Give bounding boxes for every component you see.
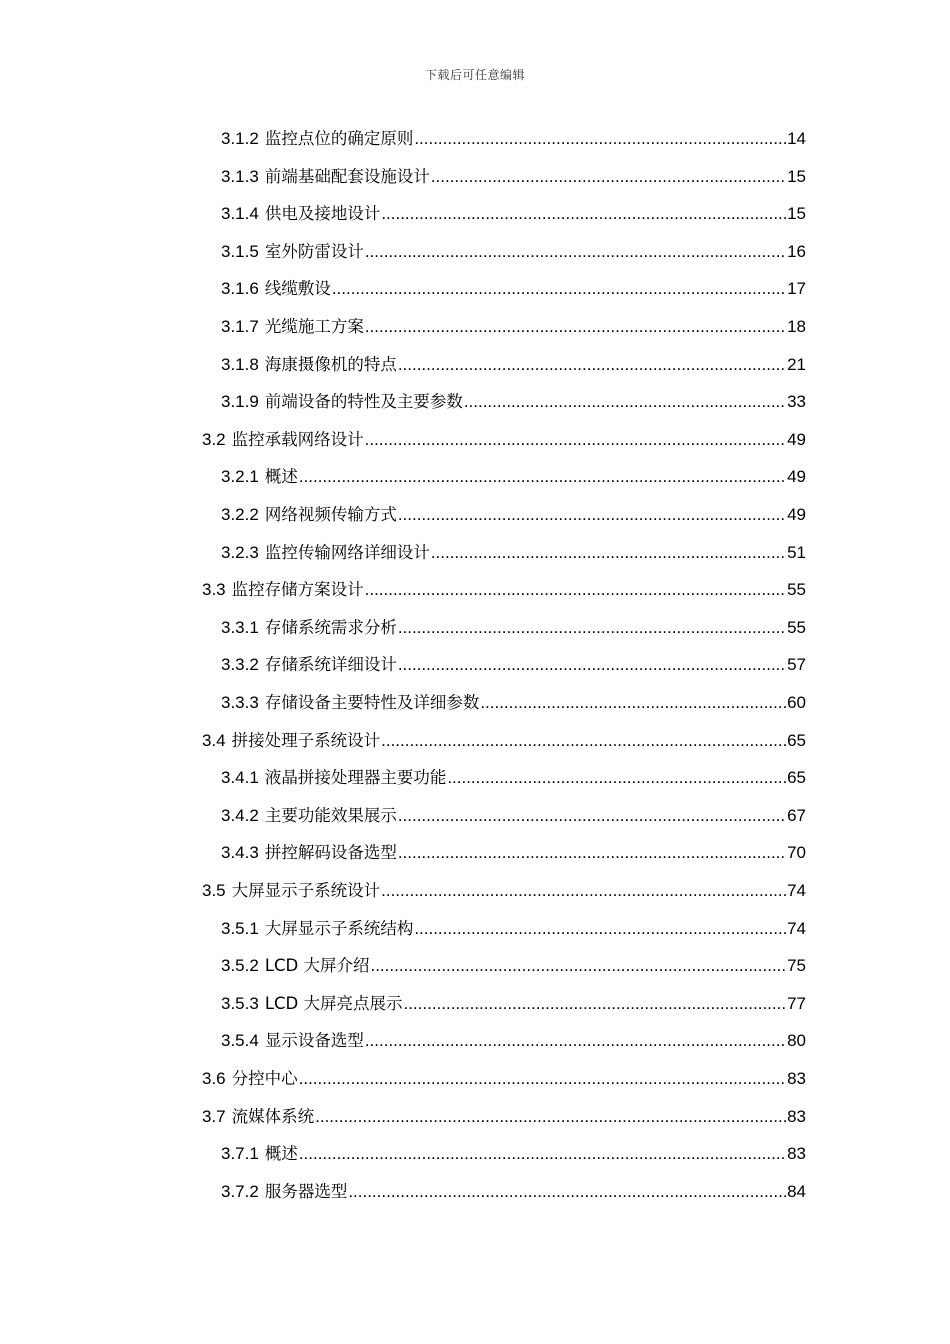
toc-entry-page-number: 15 <box>787 166 806 186</box>
toc-entry-title: 流媒体系统 <box>231 1106 315 1126</box>
toc-entry-number: 3.3.2 <box>221 655 259 675</box>
toc-entry[interactable] <box>221 1135 806 1173</box>
toc-entry-title: 监控点位的确定原则 <box>264 129 414 148</box>
toc-entry-number: 3.2.1 <box>221 467 259 487</box>
toc-entry-page-number: 16 <box>787 241 806 261</box>
toc-entry-page-number: 17 <box>787 279 806 299</box>
toc-entry-number: 3.2.2 <box>221 505 259 524</box>
toc-dot-leader <box>447 759 786 797</box>
toc-entry-page-number: 83 <box>787 1069 806 1088</box>
toc-entry-number: 3.5 <box>202 881 226 900</box>
toc-entry-number: 3.1.5 <box>221 241 259 261</box>
toc-dot-leader <box>431 534 786 572</box>
toc-dot-leader <box>431 158 786 196</box>
toc-entry[interactable] <box>221 985 806 1023</box>
toc-entry-number: 3.4.1 <box>221 768 259 788</box>
toc-entry-title: 网络视频传输方式 <box>264 505 397 524</box>
toc-entry[interactable] <box>202 1098 806 1136</box>
toc-entry-number: 3.2.3 <box>221 542 259 562</box>
toc-entry-title: 概述 <box>264 1144 298 1164</box>
toc-entry-page-number: 55 <box>787 617 806 637</box>
toc-entry[interactable] <box>221 684 806 722</box>
toc-entry[interactable] <box>221 759 806 797</box>
toc-entry-title: 显示设备选型 <box>264 1031 364 1051</box>
toc-entry[interactable] <box>202 421 806 459</box>
toc-dot-leader <box>348 1173 786 1211</box>
toc-dot-leader <box>365 233 786 271</box>
toc-entry-page-number: 83 <box>787 1106 806 1126</box>
toc-entry[interactable] <box>221 195 806 233</box>
toc-entry[interactable] <box>221 947 806 985</box>
toc-entry-number: 3.3 <box>202 580 226 600</box>
toc-entry[interactable] <box>221 910 806 948</box>
toc-entry-number: 3.1.9 <box>221 392 259 412</box>
toc-entry-title: 存储设备主要特性及详细参数 <box>264 693 480 712</box>
toc-entry-number: 3.5.2 <box>221 956 259 976</box>
toc-entry-page-number: 51 <box>787 542 806 562</box>
toc-entry[interactable] <box>202 1060 806 1098</box>
toc-dot-leader <box>365 571 786 609</box>
toc-entry-page-number: 70 <box>787 843 806 863</box>
toc-entry-number: 3.5.3 <box>221 993 259 1013</box>
toc-entry-title: 线缆敷设 <box>264 279 331 299</box>
toc-entry-title: 概述 <box>264 467 298 487</box>
toc-entry-number: 3.2 <box>202 429 226 449</box>
toc-entry-number: 3.5.1 <box>221 918 259 938</box>
toc-entry-number: 3.7.2 <box>221 1181 259 1201</box>
toc-dot-leader <box>315 1098 786 1136</box>
toc-entry-number: 3.1.8 <box>221 354 259 374</box>
toc-entry-title: 分控中心 <box>231 1069 298 1088</box>
toc-entry-page-number: 18 <box>787 317 806 336</box>
toc-dot-leader <box>381 722 786 760</box>
toc-entry-page-number: 49 <box>787 467 806 487</box>
toc-entry-number: 3.1.3 <box>221 166 259 186</box>
toc-entry-title: 监控存储方案设计 <box>231 580 364 600</box>
toc-entry[interactable] <box>221 646 806 684</box>
toc-entry-page-number: 49 <box>787 429 806 449</box>
toc-entry-number: 3.5.4 <box>221 1031 259 1051</box>
toc-dot-leader <box>398 609 786 647</box>
toc-dot-leader <box>299 458 786 496</box>
toc-entry-page-number: 14 <box>787 129 806 148</box>
toc-entry-title: 存储系统详细设计 <box>264 655 397 675</box>
toc-entry-title: 前端基础配套设施设计 <box>264 166 430 186</box>
toc-entry[interactable] <box>221 1022 806 1060</box>
toc-entry-number: 3.1.7 <box>221 317 259 336</box>
page-header: 下载后可任意编辑 <box>424 68 525 82</box>
toc-dot-leader <box>332 270 786 308</box>
toc-entry-title: 大屏显示子系统设计 <box>231 881 381 900</box>
toc-entry-title: 主要功能效果展示 <box>264 805 397 825</box>
toc-dot-leader <box>398 646 786 684</box>
toc-entry-page-number: 49 <box>787 505 806 524</box>
toc-entry-number: 3.7 <box>202 1106 226 1126</box>
toc-entry[interactable] <box>221 120 806 158</box>
toc-entry-page-number: 15 <box>787 204 806 224</box>
toc-entry-title: 拼接处理子系统设计 <box>231 730 381 750</box>
toc-entry[interactable] <box>221 383 806 421</box>
toc-entry[interactable] <box>221 308 806 346</box>
toc-dot-leader <box>381 195 786 233</box>
toc-dot-leader <box>480 684 786 722</box>
toc-entry-page-number: 57 <box>787 655 806 675</box>
toc-entry-page-number: 84 <box>787 1181 806 1201</box>
toc-entry-page-number: 55 <box>787 580 806 600</box>
toc-entry-number: 3.4.3 <box>221 843 259 863</box>
toc-entry[interactable] <box>221 496 806 534</box>
toc-dot-leader <box>370 947 786 985</box>
toc-entry[interactable] <box>221 609 806 647</box>
toc-entry-number: 3.3.1 <box>221 617 259 637</box>
toc-entry-title: 前端设备的特性及主要参数 <box>264 392 463 412</box>
toc-entry-title: 监控传输网络详细设计 <box>264 542 430 562</box>
toc-entry-number: 3.1.6 <box>221 279 259 299</box>
toc-entry-title: 存储系统需求分析 <box>264 617 397 637</box>
toc-entry-number: 3.3.3 <box>221 693 259 712</box>
toc-dot-leader <box>403 985 786 1023</box>
toc-dot-leader <box>398 797 786 835</box>
toc-entry-number: 3.4.2 <box>221 805 259 825</box>
toc-entry-title: 海康摄像机的特点 <box>264 354 397 374</box>
toc-entry-page-number: 33 <box>787 392 806 412</box>
toc-entry-page-number: 80 <box>787 1031 806 1051</box>
toc-entry-title: 液晶拼接处理器主要功能 <box>264 768 447 788</box>
toc-dot-leader <box>398 834 786 872</box>
toc-entry[interactable] <box>221 158 806 196</box>
toc-entry[interactable] <box>202 872 806 910</box>
toc-entry-page-number: 83 <box>787 1144 806 1164</box>
toc-entry[interactable] <box>221 346 806 384</box>
toc-dot-leader <box>299 1135 786 1173</box>
toc-entry-title: LCD 大屏介绍 <box>264 956 370 976</box>
toc-entry[interactable] <box>221 270 806 308</box>
toc-dot-leader <box>414 910 786 948</box>
toc-entry[interactable] <box>202 722 806 760</box>
toc-entry-page-number: 67 <box>787 805 806 825</box>
toc-entry[interactable] <box>221 797 806 835</box>
toc-entry-page-number: 65 <box>787 768 806 788</box>
toc-entry-title: LCD 大屏亮点展示 <box>264 993 403 1013</box>
toc-entry[interactable] <box>221 458 806 496</box>
toc-entry-page-number: 74 <box>787 881 806 900</box>
toc-entry-title: 供电及接地设计 <box>264 204 381 224</box>
toc-dot-leader <box>398 496 786 534</box>
toc-entry-title: 拼控解码设备选型 <box>264 843 397 863</box>
toc-dot-leader <box>398 346 786 384</box>
toc-entry-page-number: 75 <box>787 956 806 976</box>
toc-entry[interactable] <box>202 571 806 609</box>
toc-entry[interactable] <box>221 834 806 872</box>
toc-entry[interactable] <box>221 534 806 572</box>
toc-dot-leader <box>365 421 786 459</box>
toc-dot-leader <box>381 872 786 910</box>
toc-entry-number: 3.1.2 <box>221 129 259 148</box>
toc-dot-leader <box>464 383 786 421</box>
toc-entry-page-number: 60 <box>787 693 806 712</box>
toc-entry[interactable] <box>221 1173 806 1211</box>
toc-entry-number: 3.6 <box>202 1069 226 1088</box>
toc-entry-number: 3.4 <box>202 730 226 750</box>
toc-entry-page-number: 65 <box>787 730 806 750</box>
toc-entry-page-number: 77 <box>787 993 806 1013</box>
toc-entry-title: 大屏显示子系统结构 <box>264 918 414 938</box>
toc-entry-title: 监控承载网络设计 <box>231 429 364 449</box>
toc-entry[interactable] <box>221 233 806 271</box>
toc-entry-title: 服务器选型 <box>264 1181 348 1201</box>
toc-dot-leader <box>365 1022 786 1060</box>
toc-entry-title: 光缆施工方案 <box>264 317 364 336</box>
toc-dot-leader <box>299 1060 786 1098</box>
toc-entry-number: 3.7.1 <box>221 1144 259 1164</box>
toc-entry-title: 室外防雷设计 <box>264 241 364 261</box>
toc-dot-leader <box>414 120 786 158</box>
toc-entry-page-number: 21 <box>787 354 806 374</box>
toc-dot-leader <box>365 308 786 346</box>
toc-entry-page-number: 74 <box>787 918 806 938</box>
toc-entry-number: 3.1.4 <box>221 204 259 224</box>
